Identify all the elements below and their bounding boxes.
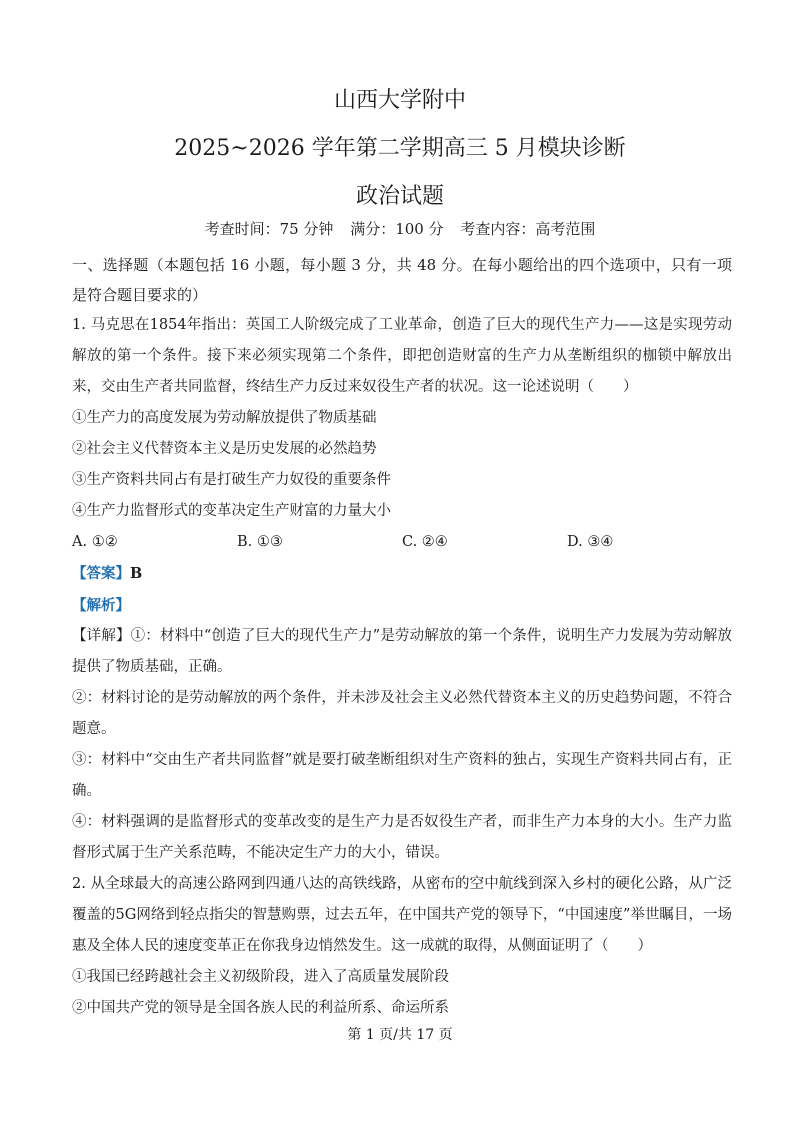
analysis-label: 【解析】 <box>72 597 130 614</box>
detail-text-2: ②：材料讨论的是劳动解放的两个条件，并未涉及社会主义必然代替资本主义的历史趋势问题，不符合题意。 <box>72 690 732 737</box>
answer-line <box>72 558 732 590</box>
exam-score: 满分：100 分 <box>350 220 444 238</box>
question-2-statement: ②中国共产党的领导是全国各族人民的利益所系、命运所系 <box>72 1000 449 1016</box>
question-1-stem: 1. 马克思在1854年指出：英国工人阶级完成了工业革命，创造了巨大的现代生产力——这是实现劳动解放的第一个条件。接下来必须实现第二个条件，即把创造财富的生产力从垄断组织的枷锁中解放出来，交由生产者共同监督，终结生产力反过来奴役生产者的状况。这一论述说明（ ） <box>72 317 732 395</box>
answer-label: 【答案】 <box>72 565 130 582</box>
question-1-statement: ①生产力的高度发展为劳动解放提供了物质基础 <box>72 410 377 426</box>
exam-scope: 考查内容：高考范围 <box>460 220 596 238</box>
subject-title: 政治试题 <box>355 184 444 209</box>
question-2-stem: 2. 从全球最大的高速公路网到四通八达的高铁线路，从密布的空中航线到深入乡村的硬化公路，从广泛覆盖的5G网络到轻点指尖的智慧购票，过去五年，在中国共产党的领导下，“中国速度”举世瞩目，一场惠及全体人民的速度变革正在你我身边悄然发生。这一成就的取得，从侧面证明了（ ） <box>72 876 732 954</box>
detail-text-1: ①：材料中“创造了巨大的现代生产力”是劳动解放的第一个条件，说明生产力发展为劳动解放提供了物质基础，正确。 <box>72 628 732 675</box>
page-number: 第 1 页/共 17 页 <box>347 1027 453 1043</box>
option-b: B. ①③ <box>237 534 283 550</box>
answer-value: B <box>130 565 143 582</box>
question-1-options <box>72 527 732 558</box>
exam-content <box>72 250 732 1024</box>
exam-meta <box>0 218 800 240</box>
exam-title: 2025~2026 学年第二学期高三 5 月模块诊断 <box>174 136 626 161</box>
question-1-statement: ②社会主义代替资本主义是历史发展的必然趋势 <box>72 441 377 457</box>
detail-label: 【详解】 <box>72 628 131 644</box>
detail-text-3: ③：材料中“交由生产者共同监督”就是要打破垄断组织对生产资料的独占，实现生产资料共同占有，正确。 <box>72 752 732 799</box>
question-1-statement: ④生产力监督形式的变革决定生产财富的力量大小 <box>72 503 391 519</box>
option-d: D. ③④ <box>567 534 614 550</box>
option-c: C. ②④ <box>402 534 448 550</box>
exam-time: 考查时间：75 分钟 <box>204 220 334 238</box>
section-title: 一、选择题（本题包括 16 小题，每小题 3 分，共 48 分。在每小题给出的四个选项中，只有一项是符合题目要求的） <box>72 256 732 304</box>
title-block <box>0 86 800 212</box>
school-name: 山西大学附中 <box>333 88 466 113</box>
option-a: A. ①② <box>72 534 118 550</box>
question-2-statement: ①我国已经跨越社会主义初级阶段，进入了高质量发展阶段 <box>72 969 449 985</box>
question-1-statement: ③生产资料共同占有是打破生产力奴役的重要条件 <box>72 472 391 488</box>
detail-text-4: ④：材料强调的是监督形式的变革改变的是生产力是否奴役生产者，而非生产力本身的大小。生产力监督形式属于生产关系范畴，不能决定生产力的大小，错误。 <box>72 814 732 861</box>
detail-paragraph <box>72 621 732 683</box>
